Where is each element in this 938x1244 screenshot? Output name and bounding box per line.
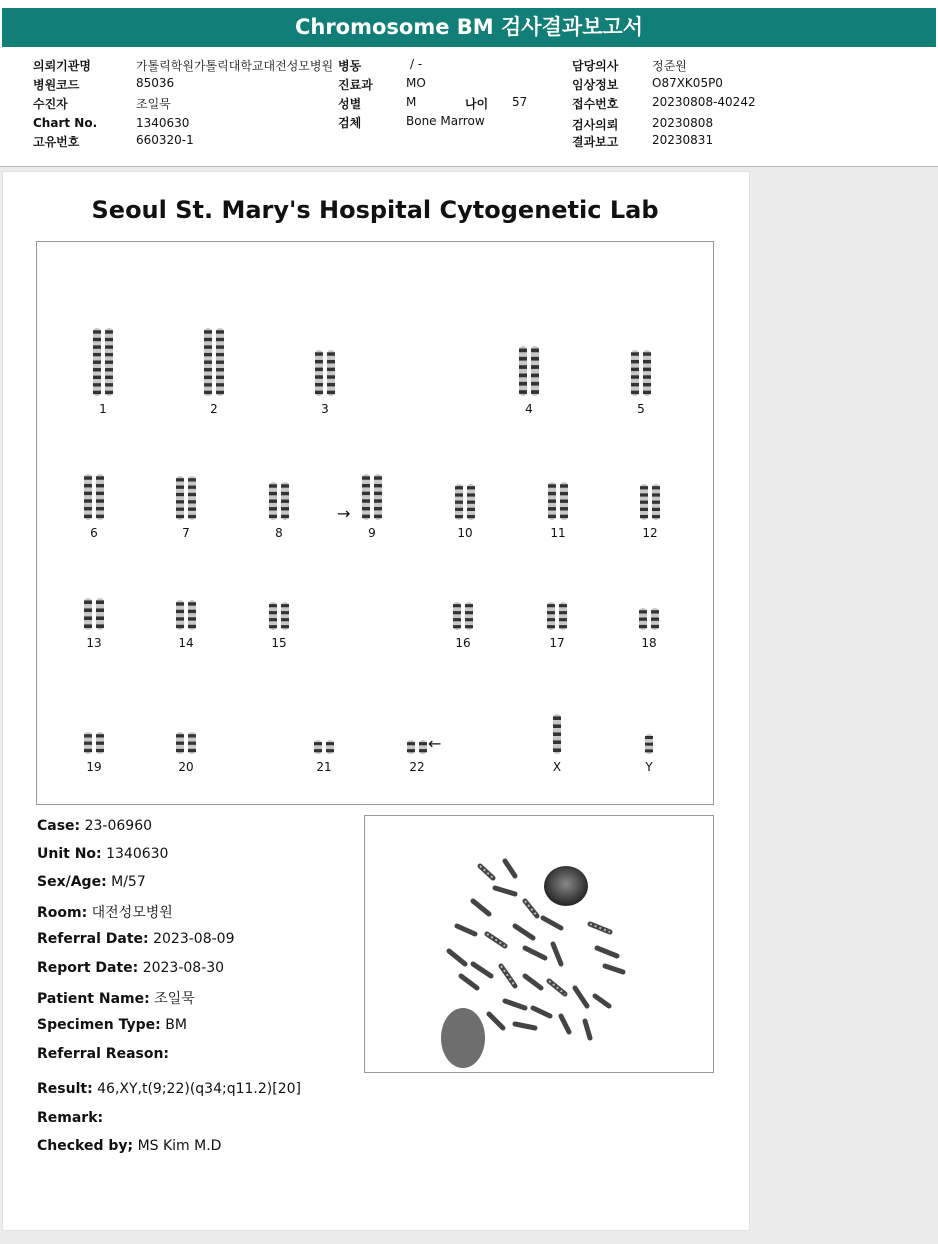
doctor-label: 담당의사	[572, 59, 619, 73]
sexage-row: Sex/Age: M/57	[37, 874, 146, 890]
chromosome-label-3: 3	[321, 402, 329, 416]
result-row: Result: 46,XY,t(9;22)(q34;q11.2)[20]	[37, 1081, 301, 1097]
clinical-value: O87XK05P0	[652, 76, 723, 90]
examinee-value: 조일묵	[136, 97, 171, 111]
chromosome-label-13: 13	[86, 636, 102, 650]
report-title: Chromosome BM 검사결과보고서	[2, 8, 936, 47]
chromosome-pair-21	[309, 740, 339, 754]
hospital-code-label: 병원코드	[33, 78, 80, 92]
chromosome-pair-9	[357, 474, 387, 520]
chart-value: 1340630	[136, 116, 190, 130]
age-label: 나이	[465, 97, 489, 111]
case-row: Case: 23-06960	[37, 818, 153, 834]
chromosome-pair-10	[450, 484, 480, 520]
chromosome-label-14: 14	[178, 636, 194, 650]
chromosome-label-20: 20	[178, 760, 194, 774]
chromosome-pair-22	[402, 740, 432, 754]
chromosome-pair-7	[171, 476, 201, 520]
referral-reason-row: Referral Reason:	[37, 1046, 170, 1062]
chromosome-pair-14	[171, 600, 201, 630]
sex-label: 성별	[338, 97, 362, 111]
bottom-strip	[0, 1234, 938, 1244]
chromosome-label-8: 8	[275, 526, 283, 540]
specimen-value: Bone Marrow	[406, 114, 485, 128]
chromosome-pair-12	[635, 484, 665, 520]
metaphase-image	[364, 815, 714, 1073]
chromosome-label-X: X	[552, 760, 562, 774]
lab-title: Seoul St. Mary's Hospital Cytogenetic Lab	[91, 196, 659, 224]
chromosome-label-18: 18	[641, 636, 657, 650]
result-report-value: 20230831	[652, 133, 714, 147]
receipt-value: 20230808-40242	[652, 95, 756, 109]
request-label: 검사의뢰	[572, 118, 619, 132]
chromosome-label-1: 1	[99, 402, 107, 416]
arrow-right-icon: →	[337, 504, 351, 523]
chromosome-pair-6	[79, 474, 109, 520]
chromosome-label-21: 21	[316, 760, 332, 774]
examinee-label: 수진자	[33, 97, 68, 111]
patient-name-row: Patient Name: 조일묵	[37, 991, 195, 1007]
ward-label: 병동	[338, 59, 362, 73]
receipt-label: 접수번호	[572, 97, 619, 111]
remark-row: Remark:	[37, 1110, 104, 1126]
chromosome-pair-20	[171, 732, 201, 754]
referral-date-row: Referral Date: 2023-08-09	[37, 931, 235, 947]
doctor-value: 정준원	[652, 59, 687, 73]
chromosome-label-10: 10	[457, 526, 473, 540]
report-header	[0, 0, 938, 167]
arrow-left-icon: ←	[428, 734, 442, 753]
chromosome-label-6: 6	[90, 526, 98, 540]
chromosome-pair-X	[542, 714, 572, 754]
metaphase-spread-icon	[365, 816, 713, 1072]
institution-label: 의뢰기관명	[33, 59, 91, 73]
chromosome-label-4: 4	[525, 402, 533, 416]
chromosome-label-Y: Y	[645, 760, 653, 774]
chromosome-label-7: 7	[182, 526, 190, 540]
chromosome-pair-4	[514, 346, 544, 396]
ward-value: / -	[410, 57, 423, 71]
chromosome-label-17: 17	[549, 636, 565, 650]
chromosome-pair-17	[542, 602, 572, 630]
chromosome-pair-13	[79, 598, 109, 630]
chromosome-label-22: 22	[409, 760, 425, 774]
sex-value: M	[406, 95, 417, 109]
unit-row: Unit No: 1340630	[37, 846, 169, 862]
checked-by-row: Checked by; MS Kim M.D	[37, 1138, 222, 1154]
chromosome-label-11: 11	[550, 526, 566, 540]
result-report-label: 결과보고	[572, 135, 619, 149]
dept-value: MO	[406, 76, 426, 90]
chromosome-label-12: 12	[642, 526, 658, 540]
chromosome-label-16: 16	[455, 636, 471, 650]
specimen-type-row: Specimen Type: BM	[37, 1017, 187, 1033]
chromosome-pair-16	[448, 602, 478, 630]
report-date-row: Report Date: 2023-08-30	[37, 960, 225, 976]
specimen-label: 검체	[338, 116, 362, 130]
chromosome-label-9: 9	[368, 526, 376, 540]
chart-label: Chart No.	[33, 116, 98, 130]
unique-value: 660320-1	[136, 133, 194, 147]
chromosome-label-5: 5	[637, 402, 645, 416]
clinical-label: 임상정보	[572, 78, 619, 92]
institution-value: 가톨릭학원가톨릭대학교대전성모병원	[136, 59, 334, 73]
chromosome-pair-18	[634, 608, 664, 630]
age-value: 57	[512, 95, 528, 109]
chromosome-pair-19	[79, 732, 109, 754]
chromosome-pair-2	[199, 328, 229, 396]
chromosome-pair-11	[543, 482, 573, 520]
chromosome-pair-8	[264, 482, 294, 520]
chromosome-pair-1	[88, 328, 118, 396]
chromosome-label-2: 2	[210, 402, 218, 416]
chromosome-label-19: 19	[86, 760, 102, 774]
request-value: 20230808	[652, 116, 714, 130]
room-row: Room: 대전성모병원	[37, 905, 173, 921]
karyogram-panel	[36, 241, 714, 805]
chromosome-label-15: 15	[271, 636, 287, 650]
chromosome-pair-15	[264, 602, 294, 630]
hospital-code-value: 85036	[136, 76, 175, 90]
dept-label: 진료과	[338, 78, 373, 92]
chromosome-pair-5	[626, 350, 656, 396]
unique-label: 고유번호	[33, 135, 80, 149]
chromosome-pair-Y	[634, 734, 664, 754]
chromosome-pair-3	[310, 350, 340, 396]
